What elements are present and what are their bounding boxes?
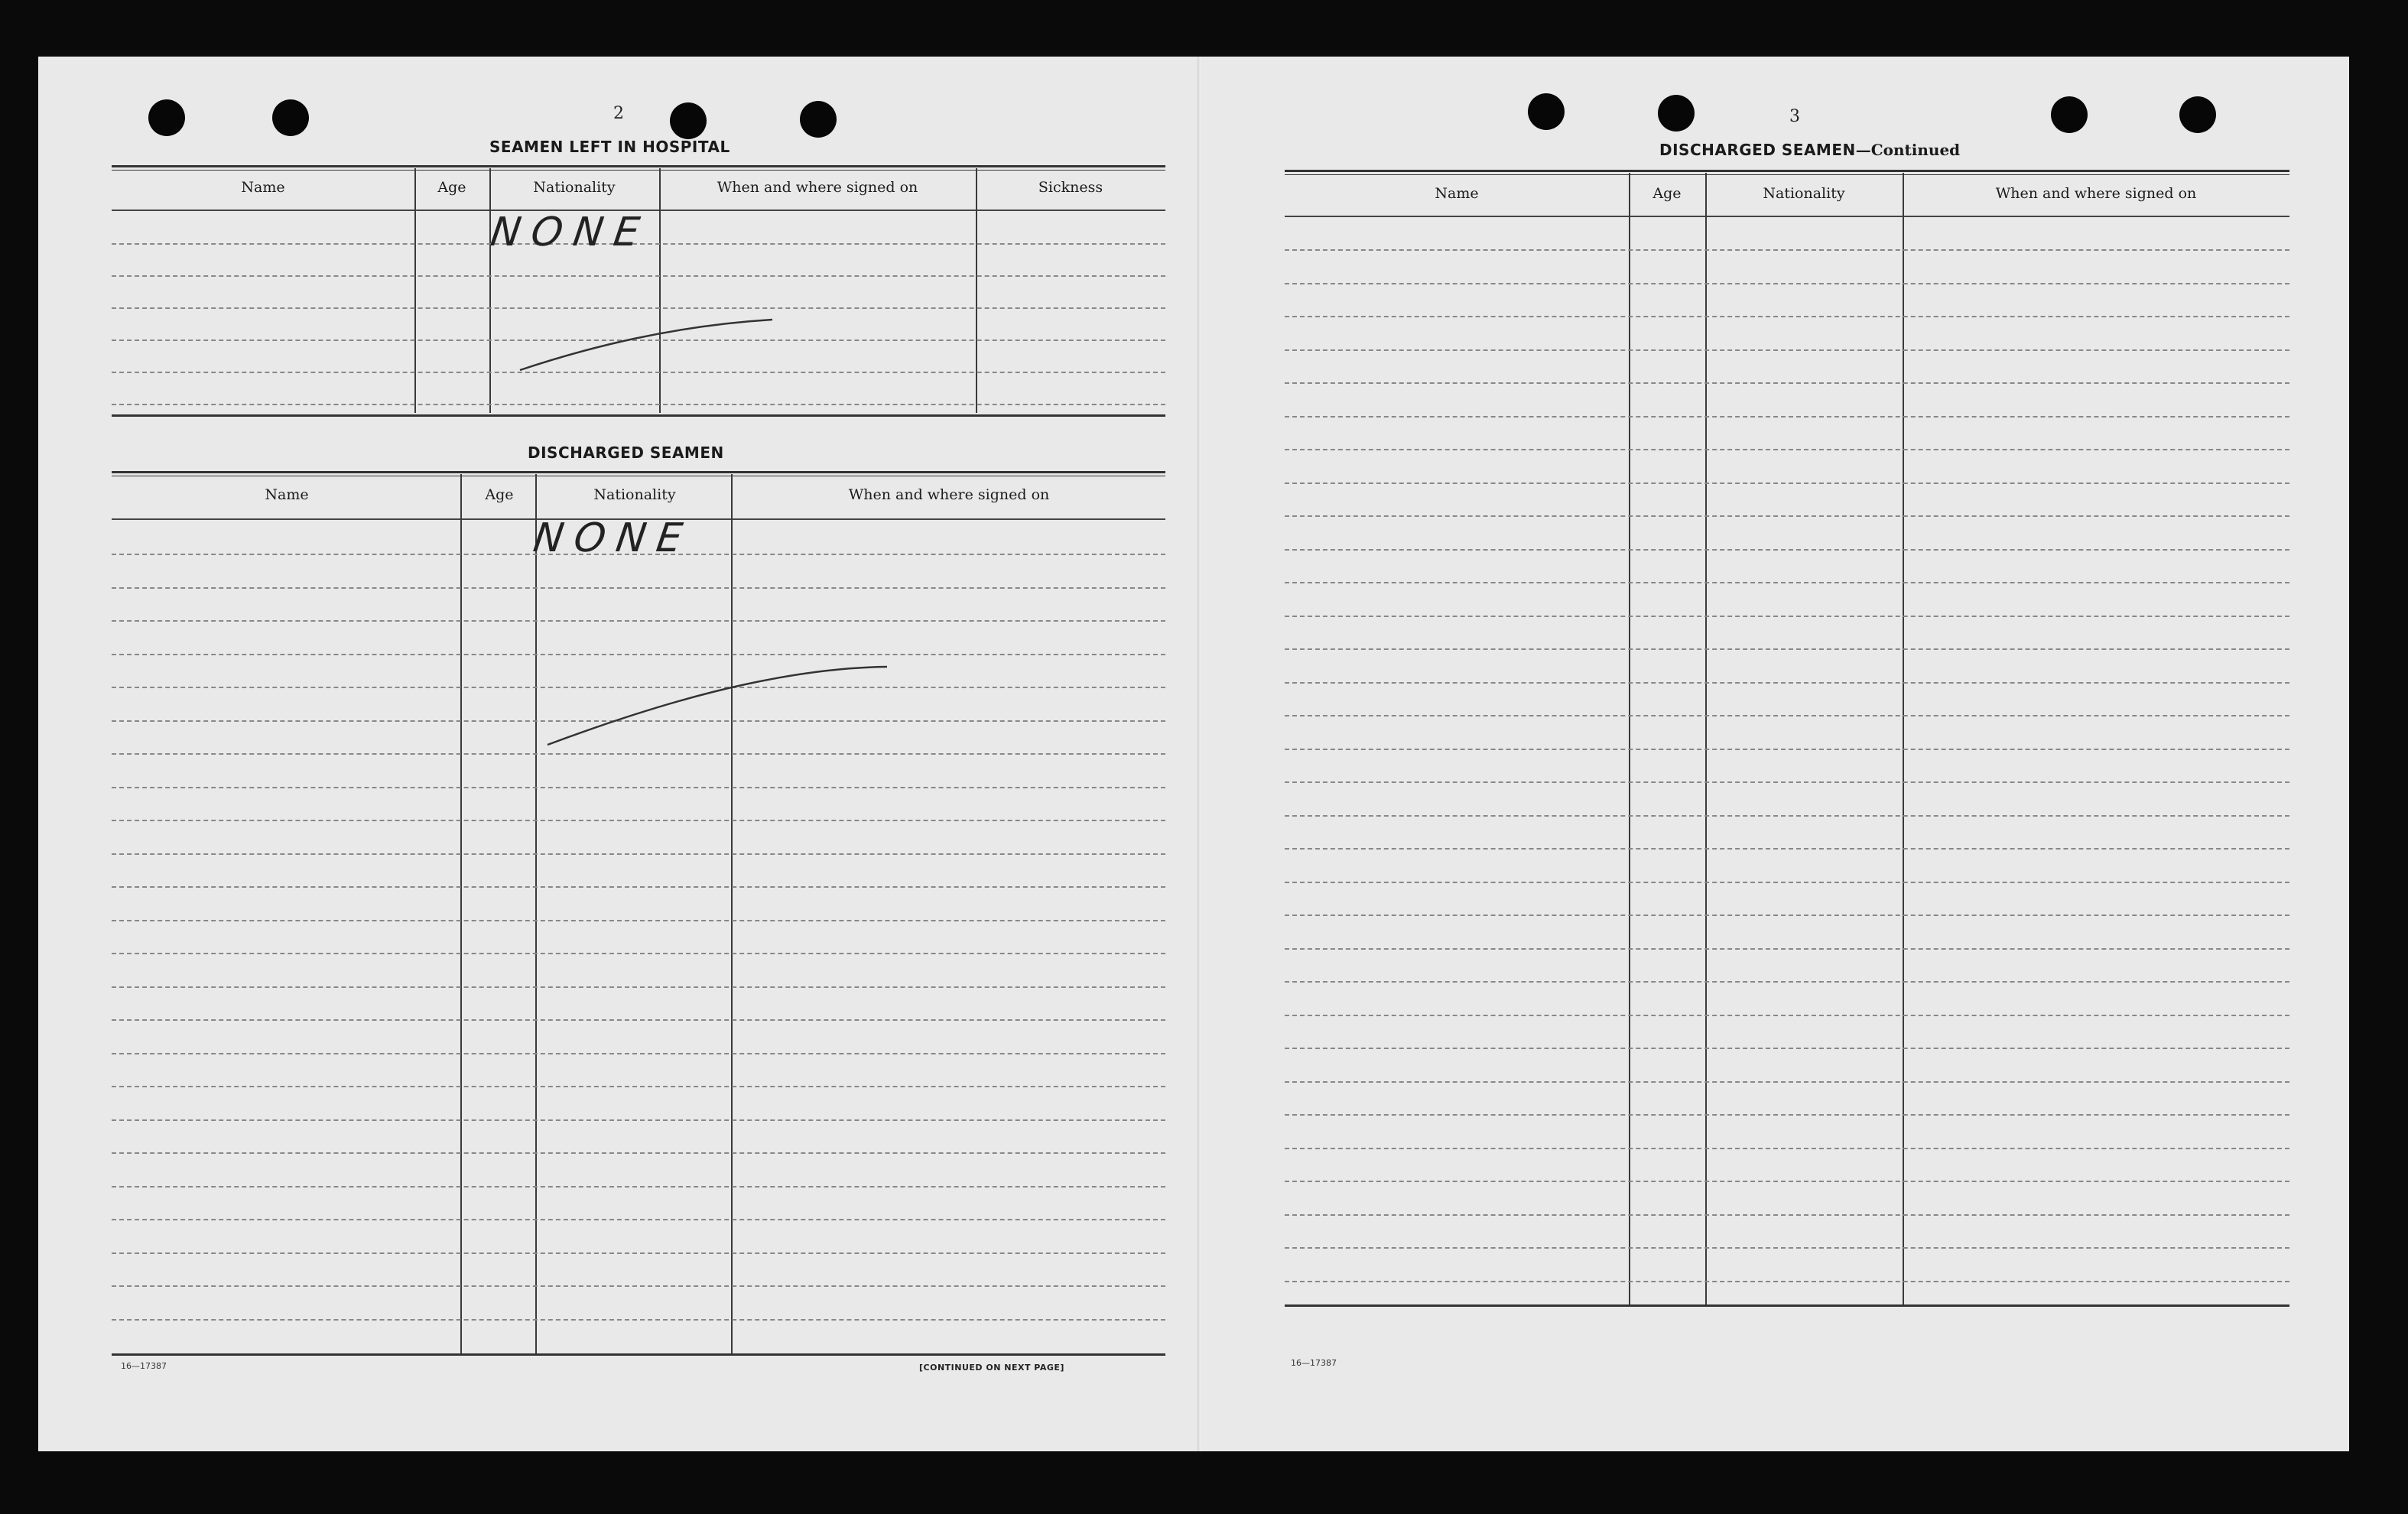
form-number: 16—17387 xyxy=(121,1361,167,1371)
ruled-line xyxy=(1285,249,2289,251)
ruled-line xyxy=(1285,316,2289,317)
column-divider xyxy=(1629,173,1630,1306)
column-divider xyxy=(460,474,462,1353)
column-header-nationality: Nationality xyxy=(1763,185,1845,202)
ruled-line xyxy=(1285,1114,2289,1116)
ruled-line xyxy=(1285,1148,2289,1149)
column-header-signed-on: When and where signed on xyxy=(717,179,918,196)
ruled-line xyxy=(1285,815,2289,817)
ruled-line xyxy=(1285,382,2289,384)
page-number: 3 xyxy=(1789,107,1800,126)
ruled-line xyxy=(112,1186,1165,1187)
column-header-age: Age xyxy=(485,486,514,503)
left-page xyxy=(38,57,1198,1451)
column-header-age: Age xyxy=(1652,185,1682,202)
ruled-line xyxy=(1285,616,2289,617)
ruled-line xyxy=(1285,1015,2289,1016)
table-bottom-rule xyxy=(112,1353,1165,1356)
ruled-line xyxy=(112,404,1165,405)
ruled-line xyxy=(112,275,1165,277)
ruled-line xyxy=(1285,1181,2289,1182)
ruled-line xyxy=(1285,1214,2289,1216)
ruled-line xyxy=(1285,482,2289,484)
ruled-line xyxy=(112,787,1165,788)
page-number: 2 xyxy=(613,104,624,123)
ruled-line xyxy=(1285,648,2289,650)
ruled-line xyxy=(1285,416,2289,417)
ruled-line xyxy=(1285,349,2289,351)
discharged-section-title: DISCHARGED SEAMEN xyxy=(528,443,724,462)
column-header-nationality: Nationality xyxy=(593,486,676,503)
column-header-name: Name xyxy=(265,486,309,503)
table-bottom-rule xyxy=(112,414,1165,417)
column-divider xyxy=(535,474,537,1353)
header-rule xyxy=(1285,216,2289,217)
right-page xyxy=(1201,57,2349,1451)
table-top-rule xyxy=(112,471,1165,476)
handwritten-none-discharged: NONE xyxy=(530,515,696,561)
ruled-line xyxy=(1285,549,2289,551)
ruled-line xyxy=(112,620,1165,622)
column-divider xyxy=(976,168,977,413)
ruled-line xyxy=(1285,715,2289,716)
ruled-line xyxy=(112,886,1165,888)
ruled-line xyxy=(112,1252,1165,1254)
ruled-line xyxy=(1285,1081,2289,1083)
table-top-rule xyxy=(112,165,1165,171)
document-sheet xyxy=(38,57,2349,1451)
ruled-line xyxy=(1285,283,2289,284)
ruled-line xyxy=(112,920,1165,921)
continued-note: [CONTINUED ON NEXT PAGE] xyxy=(919,1363,1064,1373)
handwritten-none-hospital: NONE xyxy=(487,210,653,255)
ruled-line xyxy=(112,986,1165,988)
ruled-line xyxy=(1285,848,2289,850)
handwritten-strike-line xyxy=(497,653,895,775)
table-bottom-rule xyxy=(1285,1304,2289,1307)
ruled-line xyxy=(1285,515,2289,517)
column-header-nationality: Nationality xyxy=(533,179,616,196)
column-divider xyxy=(1903,173,1904,1306)
ruled-line xyxy=(112,820,1165,821)
ruled-line xyxy=(1285,1281,2289,1282)
column-header-name: Name xyxy=(241,179,285,196)
ruled-line xyxy=(112,1152,1165,1154)
column-divider xyxy=(414,168,416,413)
column-divider xyxy=(731,474,733,1353)
column-divider xyxy=(1705,173,1707,1306)
column-header-name: Name xyxy=(1435,185,1479,202)
ruled-line xyxy=(112,1319,1165,1321)
ruled-line xyxy=(1285,749,2289,750)
ruled-line xyxy=(1285,882,2289,883)
ruled-line xyxy=(1285,449,2289,450)
column-header-age: Age xyxy=(437,179,466,196)
ruled-line xyxy=(1285,682,2289,684)
column-header-signed-on: When and where signed on xyxy=(848,486,1050,503)
column-header-signed-on: When and where signed on xyxy=(1995,185,2197,202)
section-title-suffix: —Continued xyxy=(1855,141,1961,159)
ruled-line xyxy=(112,1086,1165,1087)
ruled-line xyxy=(112,1219,1165,1220)
ruled-line xyxy=(1285,781,2289,783)
ruled-line xyxy=(1285,948,2289,950)
ruled-line xyxy=(1285,1247,2289,1249)
hospital-section-title: SEAMEN LEFT IN HOSPITAL xyxy=(489,138,730,156)
discharged-table xyxy=(112,471,1165,1410)
ruled-line xyxy=(112,1285,1165,1287)
column-header-sickness: Sickness xyxy=(1038,179,1103,196)
ruled-line xyxy=(1285,1048,2289,1049)
ruled-line xyxy=(112,1053,1165,1054)
handwritten-strike-line xyxy=(474,309,780,401)
discharged-continued-table xyxy=(1285,170,2289,1393)
table-top-rule xyxy=(1285,170,2289,175)
ruled-line xyxy=(1285,915,2289,916)
form-number: 16—17387 xyxy=(1291,1358,1337,1368)
discharged-continued-title xyxy=(1659,141,1960,159)
section-title-text: DISCHARGED SEAMEN xyxy=(1659,141,1856,159)
ruled-line xyxy=(112,587,1165,589)
ruled-line xyxy=(112,1119,1165,1121)
ruled-line xyxy=(112,853,1165,855)
ruled-line xyxy=(1285,582,2289,583)
ruled-line xyxy=(112,1019,1165,1021)
ruled-line xyxy=(1285,981,2289,983)
ruled-line xyxy=(112,953,1165,954)
